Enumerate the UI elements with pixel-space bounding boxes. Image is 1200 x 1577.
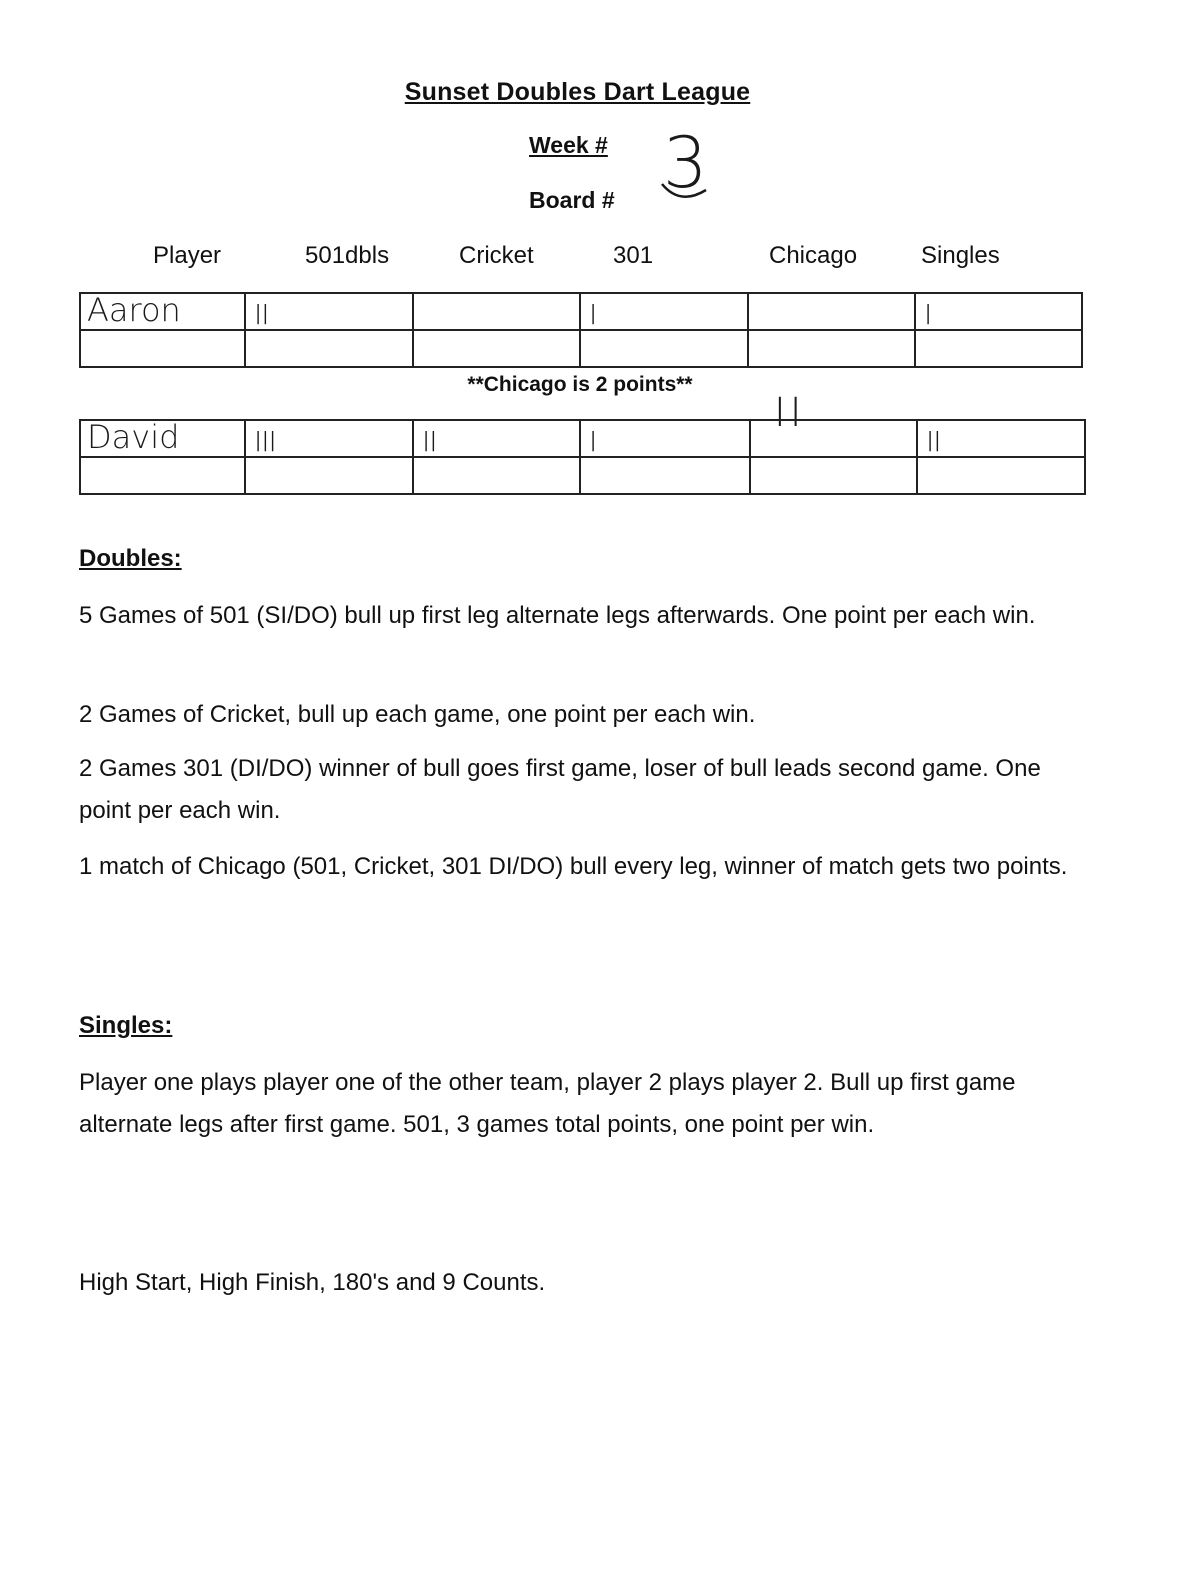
tally-marks: II (254, 298, 269, 331)
tally-marks: II (926, 425, 941, 458)
empty-cell (245, 330, 413, 367)
score-cell-301 (580, 293, 748, 330)
empty-cell (580, 457, 750, 494)
doubles-rule-chicago: 1 match of Chicago (501, Cricket, 301 DI/DO) bull every leg, winner of match gets two points. (79, 853, 1068, 880)
score-cell-301 (580, 420, 750, 457)
score-cell-chicago (748, 293, 915, 330)
doubles-rule-501: 5 Games of 501 (SI/DO) bull up first leg alternate legs afterwards. One point per each win. (79, 602, 1036, 629)
tally-marks: I (924, 298, 932, 331)
chicago-points-note: **Chicago is 2 points** (467, 373, 693, 396)
player-name: David (87, 418, 180, 456)
empty-cell (917, 457, 1085, 494)
singles-heading: Singles: (79, 1012, 173, 1039)
empty-cell (80, 330, 245, 367)
player-score-table (79, 292, 1083, 368)
empty-cell (915, 330, 1082, 367)
page-title: Sunset Doubles Dart League (404, 78, 751, 106)
score-cell-501dbls (245, 293, 413, 330)
tally-marks: I (589, 425, 597, 458)
empty-cell (750, 457, 917, 494)
handwritten-stroke (660, 178, 708, 204)
chicago-tally-marks: II (774, 390, 806, 436)
tally-marks: II (422, 425, 437, 458)
player-name-cell (80, 420, 245, 457)
empty-cell (245, 457, 413, 494)
column-header-501dbls: 501dbls (305, 242, 390, 269)
doubles-heading: Doubles: (79, 545, 182, 572)
player-score-table (79, 419, 1086, 495)
score-cell-singles (915, 293, 1082, 330)
score-cell-cricket (413, 293, 580, 330)
doubles-rule-cricket: 2 Games of Cricket, bull up each game, one point per each win. (79, 701, 756, 728)
week-label: Week # (529, 132, 608, 158)
tally-marks: I (589, 298, 597, 331)
empty-cell (80, 457, 245, 494)
score-cell-501dbls (245, 420, 413, 457)
column-header-cricket: Cricket (459, 242, 534, 269)
score-cell-chicago (750, 420, 917, 457)
player-name: Aaron (87, 291, 181, 329)
column-header-singles: Singles (921, 242, 1000, 269)
table-row (80, 420, 1085, 457)
column-header-chicago: Chicago (769, 242, 858, 269)
empty-cell (413, 330, 580, 367)
score-cell-cricket (413, 420, 580, 457)
player-name-cell (80, 293, 245, 330)
board-label: Board # (529, 187, 615, 213)
footer-note: High Start, High Finish, 180's and 9 Counts. (79, 1269, 546, 1296)
table-row (80, 293, 1082, 330)
empty-cell (413, 457, 580, 494)
column-header-301: 301 (613, 242, 654, 269)
singles-rule: Player one plays player one of the other team, player 2 plays player 2. Bull up first game alternate legs after first game. 501, 3 games total points, one point per win. (79, 1069, 1016, 1138)
column-header-player: Player (153, 242, 222, 269)
score-cell-singles (917, 420, 1085, 457)
tally-marks: III (254, 425, 276, 458)
week-number-handwritten: 3 (663, 122, 708, 204)
empty-cell (580, 330, 748, 367)
table-row (80, 330, 1082, 367)
table-row (80, 457, 1085, 494)
doubles-rule-301: 2 Games 301 (DI/DO) winner of bull goes first game, loser of bull leads second game. One point per each win. (79, 755, 1041, 824)
empty-cell (748, 330, 915, 367)
